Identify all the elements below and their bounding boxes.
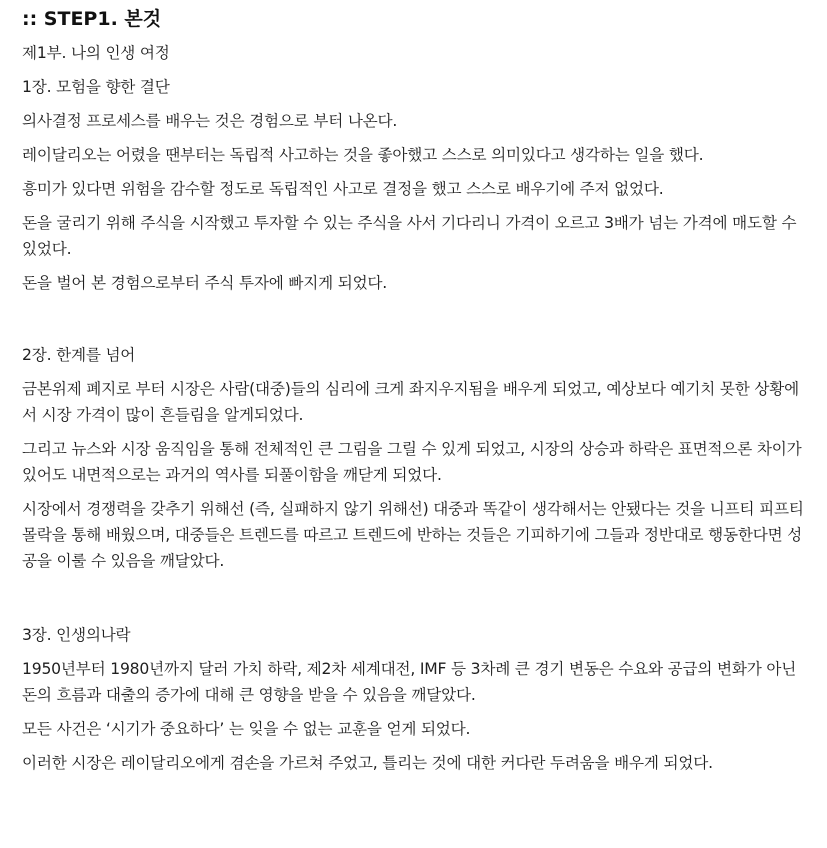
chapter2-paragraph: 그리고 뉴스와 시장 움직임을 통해 전체적인 큰 그림을 그릴 수 있게 되었고, 시장의 상승과 하락은 표면적으론 차이가 있어도 내면적으로는 과거의 역사를 되풀이함을 깨닫게 되었다. bbox=[22, 440, 802, 484]
chapter3-paragraph: 1950년부터 1980년까지 달러 가치 하락, 제2차 세계대전, IMF 등 3차례 큰 경기 변동은 수요와 공급의 변화가 아닌 돈의 흐름과 대출의 증가에 대해 큰 영향을 받을 수 있음을 깨달았다. bbox=[22, 660, 797, 704]
document-body bbox=[22, 0, 812, 776]
chapter1-paragraph: 돈을 굴리기 위해 주식을 시작했고 투자할 수 있는 주식을 사서 기다리니 가격이 오르고 3배가 넘는 가격에 매도할 수 있었다. bbox=[22, 214, 797, 258]
chapter3-paragraph: 모든 사건은 ‘시기가 중요하다’ 는 잊을 수 없는 교훈을 얻게 되었다. bbox=[22, 720, 471, 738]
chapter1-paragraph: 흥미가 있다면 위험을 감수할 정도로 독립적인 사고로 결정을 했고 스스로 배우기에 주저 없었다. bbox=[22, 180, 664, 198]
blank-line bbox=[22, 296, 812, 334]
blank-line bbox=[22, 574, 812, 614]
part-title: 제1부. 나의 인생 여정 bbox=[22, 44, 170, 62]
step-heading: :: STEP1. 본것 bbox=[22, 8, 162, 30]
chapter1-paragraph: 의사결정 프로세스를 배우는 것은 경험으로 부터 나온다. bbox=[22, 112, 398, 130]
chapter1-paragraph: 돈을 벌어 본 경험으로부터 주식 투자에 빠지게 되었다. bbox=[22, 274, 388, 292]
chapter1-title: 1장. 모험을 향한 결단 bbox=[22, 78, 170, 96]
chapter3-paragraph: 이러한 시장은 레이달리오에게 겸손을 가르쳐 주었고, 틀리는 것에 대한 커다란 두려움을 배우게 되었다. bbox=[22, 754, 713, 772]
chapter3-title: 3장. 인생의나락 bbox=[22, 626, 131, 644]
chapter2-paragraph: 금본위제 폐지로 부터 시장은 사람(대중)들의 심리에 크게 좌지우지됨을 배우게 되었고, 예상보다 예기치 못한 상황에서 시장 가격이 많이 흔들림을 알게되었다. bbox=[22, 380, 799, 424]
chapter2-paragraph: 시장에서 경쟁력을 갖추기 위해선 (즉, 실패하지 않기 위해선) 대중과 똑같이 생각해서는 안됐다는 것을 니프티 피프티 몰락을 통해 배웠으며, 대중들은 트렌드를 따르고 트렌드에 반하는 것들은 기피하기에 그들과 정반대로 행동한다면 성공을 이룰 수 있음을 깨달았다. bbox=[22, 500, 804, 570]
chapter2-title: 2장. 한계를 넘어 bbox=[22, 346, 136, 364]
chapter1-paragraph: 레이달리오는 어렸을 땐부터는 독립적 사고하는 것을 좋아했고 스스로 의미있다고 생각하는 일을 했다. bbox=[22, 146, 704, 164]
